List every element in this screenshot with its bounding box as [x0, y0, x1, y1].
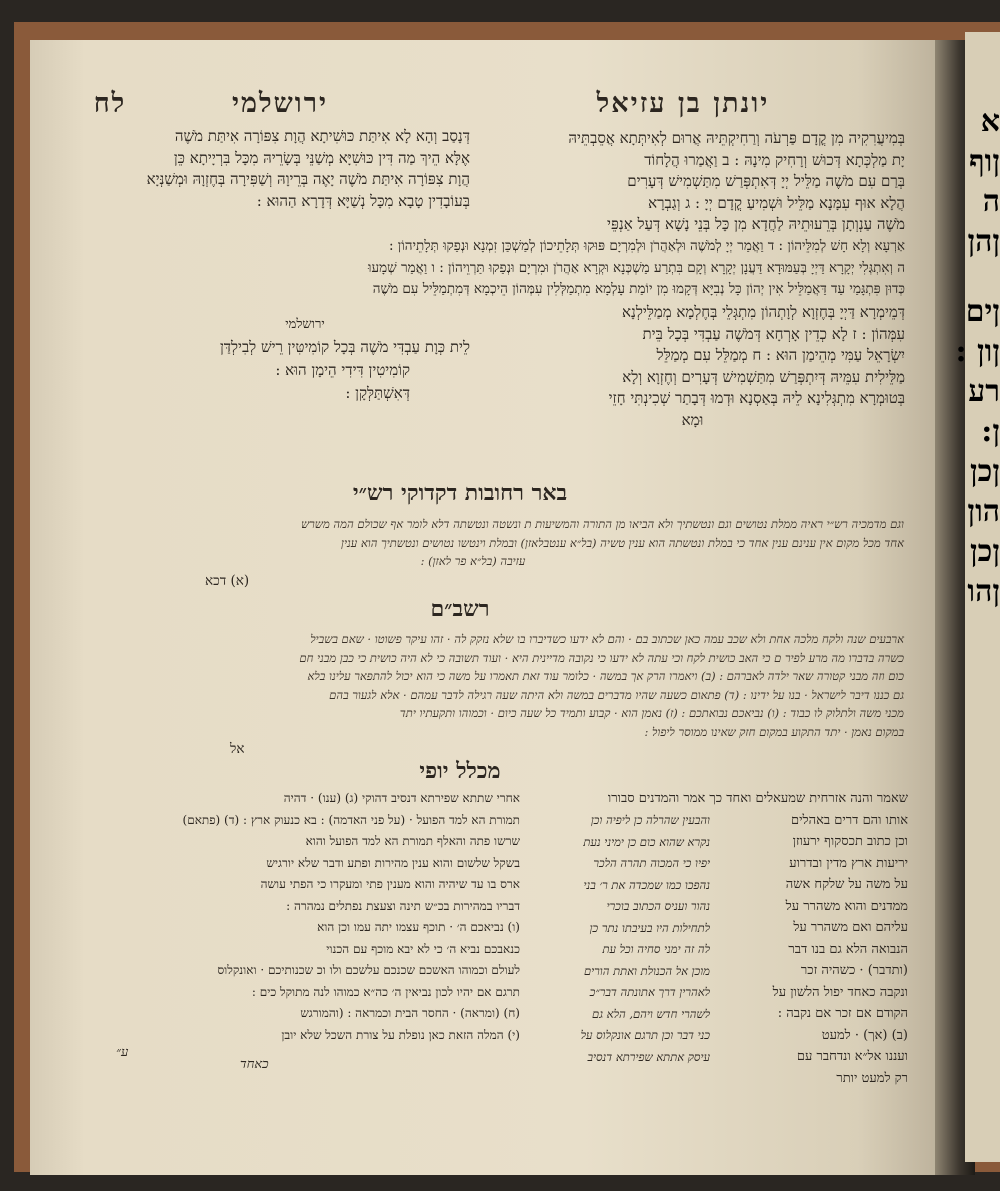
section-title-michlal: מכלל יופי [419, 758, 501, 784]
beer-line: אחד מכל מקום אין ענינם ענין אחד כי במלת ונטשתה הוא ענין טשיה (בל״א ענטבלאזן) ובמלת וינטשו נטושים ונטשתיך הוא ענין [341, 535, 904, 550]
facing-page-glyph: הון [967, 494, 1000, 529]
targum-column-right [480, 128, 905, 236]
facing-page-glyph: ןים [965, 294, 1000, 329]
michlal-line: אותו והם דרים באהלים [791, 812, 908, 828]
yerushalmi-line: קוֹמִיטִין דִּידִי הֵימָן הוּא : [275, 361, 410, 379]
targum-line: מַלֵּילִית עִמֵּיהּ דְּיִתְפְּרַשׁ מִתַּשְׁמִישׁ דְּעָרִים וְחֶזְוָא וְלָא [622, 367, 905, 386]
michlal-line: דבריו במהירות בכ״ש תינה וצעצת נפתלים נמהרה : [286, 898, 520, 913]
michlal-line: לעולם וכמוהו האשכם שכנכם עלשכם ולו וכ שכנותיכם · ואונקלוס [217, 963, 520, 977]
rashbam-line: במקום נאמן · יתד התקוע במקום חזק שאינו ממוסר ליפול : [644, 724, 904, 739]
facing-page-glyph: ן: [981, 414, 1000, 449]
facing-page-glyph: ןון : [955, 334, 1000, 369]
rashbam-commentary [42, 630, 904, 741]
book-page [30, 40, 950, 1175]
michlal-line: לאהרין דרך אתונתה דבר״כ [589, 985, 710, 999]
facing-page-glyph: ןוף [969, 144, 1000, 179]
page-number: לח [93, 88, 127, 119]
michlal-line: לתחילות היו בעיבתו נתר כן [589, 920, 710, 935]
targum-line: הֲוָת צִפּוֹרָה אִיתַּת מֹשֶׁה יָאֶה בְּרֵיוָהּ וְשַׁפִּירָה בְּחֶזְוָהּ וּמְשַׁנְּיָא [146, 170, 470, 188]
michlal-line: כנאבכם נביא ה׳ כי לא יבא מוכף עם הכנוי [326, 941, 520, 956]
michlal-line: רק למעט יותר [836, 1070, 908, 1086]
targum-line: כְּדוּן פִּתְגָּמַי עַד דַּאֲמַלֵּיל אִין יְהוֹן כָּל נְבִיָּא דְּקָמוּ מִן יוֹמַת עָלְמָא מִתְמַלְּלִין עִמְּהוֹן הֵיכְמָא דְּמִתְמַלֵּיל עִם מֹשֶׁה [372, 281, 905, 297]
michlal-line: ונקבה כאחד יפול הלשון על [772, 984, 908, 1000]
michlal-line: ממדנים והוא משהרר על [785, 898, 908, 914]
michlal-left-column [140, 788, 520, 1046]
facing-page-glyph: ןכן [970, 534, 1000, 569]
michlal-line: (ב) (אך) · למעט [821, 1027, 908, 1043]
rashbam-footnote: אל [230, 741, 245, 757]
targum-line: וּמָא [681, 410, 704, 429]
michlal-middle-column [530, 810, 710, 1068]
catchword: כאחד [240, 1057, 269, 1072]
michlal-line: הקודם אם זכר אם נקבה : [777, 1006, 908, 1021]
michlal-line: יפיו כי המכוה תהרה הלכר [593, 856, 710, 870]
rashbam-line: כום וזה מבני קטורה שאר ילדה לאברהם : (ב) ויאמרו הרק אך במשה · כלומר עוד זאת תאמרו על משה כי הוא יכול להתפאר עלינו בלא [307, 669, 904, 683]
michlal-line: אחרי שתתא שפירתא דנסיב דהוקי (ג) (ענו) · דהיה [283, 791, 520, 805]
facing-page-glyph: רע [968, 374, 1000, 409]
facing-page-edge [955, 32, 1000, 1162]
facing-page-glyph: ןהו [967, 574, 1000, 609]
targum-line: ה וְאִתְגְּלִי יְקָרָא דַּיְיָ בְּעַמּוּדָא דַּעֲנָן יְקָרָא וְקָם בִּתְרַע מַשְׁכְּנָא וּקְרָא אַהֲרֹן וּמִרְיָם וּנְפַקוּ תַּרְוֵיהוֹן : ו וַאֲמַר שְׁמָעוּ [368, 259, 905, 276]
margin-note: ע״ [116, 1045, 129, 1060]
header-left-title: ירושלמי [231, 88, 329, 119]
michlal-line: לה זה ימני סחיה וכל עת [602, 942, 710, 956]
targum-line: אֶלָּא הֵיךְ מַה דִּין כּוּשִׁיָּא מְשַׁנֵּי בְּשָׂרֵיהּ מִכָּל בִּרְיָיתָא כֵּן [173, 148, 470, 167]
targum-column-right-cont [480, 302, 905, 431]
targum-line: דְּמֵימְרָא דַּיְיָ בְּחֶזְוָא לְוָתְהוֹן מִתְגְּלֵי בְּחֶלְמָא מְמַלֵּילְנָא [622, 303, 905, 321]
beer-commentary [42, 515, 904, 571]
rashbam-line: מכני משה ולתלוק לו כבוד : (ו) נביאכם נבואתכם : (ז) נאמן הוא · קבוע ותמיד כל שעה כיום · וכמוהו ותקעתיו יתד [399, 706, 904, 720]
yerushalmi-label: ירושלמי [285, 317, 325, 332]
michlal-line: נהור ועניס הכתוב בוכרי [606, 899, 710, 913]
facing-page-glyph: ה [982, 184, 1000, 219]
beer-footnote: (א) דכא [205, 573, 250, 589]
section-title-beer: באר רחובות דקדוקי רש״י [352, 480, 568, 506]
yerushalmi-block [140, 316, 470, 405]
michlal-line: והבעין שהרלה כן ליפיה וכן [590, 813, 710, 827]
michlal-line: עיסק אתתא שפירתא דנסיב [587, 1049, 710, 1064]
michlal-line: על משה על שלקח אשה [785, 877, 908, 892]
michlal-line: שרשו פתה והאלף תמורת הא למד הפועל והוא [305, 834, 520, 848]
michlal-line: מוכן אל הכנולת ואתת הורים [583, 963, 710, 978]
targum-line: בְּטוּמְרָא מִתְגְּלִינָא לֵיהּ בְּאַסְנָא וּדְמוּ דְּבָתַר שְׁכִינְתִּי חָזֵי [608, 389, 905, 407]
michlal-line: כני דבר וכן תרגם אונקלוס על [580, 1028, 710, 1042]
rashbam-line: כשרה בדברו מה מרע לפיר ם כי האב כושית לקח וכי עתה לא ידעו כי נקובה מדיינית היא · ועוד תשובה כי לא היה כושית כי כבן מבני חם [299, 650, 904, 665]
header-right-title: יונתן בן עזיאל [596, 88, 770, 119]
yerushalmi-line: לֵית כְּוָת עַבְדִּי מֹשֶׁה בְּכָל קוֹמִיטִּין רֵישׁ לְבִילְדַּן [219, 338, 470, 356]
michlal-line: נקרא שהוא כום כן ימיני נעת [583, 834, 710, 849]
michlal-line: עליהם ואם משהרר על [793, 920, 908, 935]
michlal-line: בשקל שלשום והוא ענין מהירות ופתע ודבר שלא יורגיש [266, 855, 520, 870]
beer-line: וגם מדמכיה רש״י ראיה ממלת נטושים וגם ונטשתיך ולא הביאו מן התורה והמשיעות ת ונשטה ונטשתה דלא לומר אף שכולם המה משרש [301, 517, 904, 531]
michlal-line: (ותדבר) · כשהיה זכר [800, 963, 908, 978]
michlal-line: (ו) נביאכם ה׳ · תוכף עצמו יתה עמו וכן הוא [317, 920, 520, 934]
michlal-line: (י) המלה הזאת כאן נופלת על צורת השכל שלא יובן [281, 1027, 520, 1042]
facing-page-glyph: א [980, 104, 1000, 139]
michlal-line: נהפכו כמו שמכדה את ר׳ בני [583, 877, 710, 892]
rashbam-line: ארבעים שנה ולקח מלכה אחת ולא שכב עמה כאן שכתוב בם · והם לא ידעו כשדיברו בו שלא נזקק לה · זהו עיקר פשוטו · שאם בשביל [310, 632, 904, 646]
michlal-line: הנבואה הלא גם בנו דבר [788, 941, 908, 957]
michlal-line: (ח) (ומראה) · החסר הבית וכמראה : (והמורגש [300, 1006, 520, 1020]
michlal-line: יריעות ארץ מדין ובדרוע [789, 855, 908, 871]
targum-line: דְּנָסַב וְהָא לָא אִיתַּת כּוּשִׁיתָא הֲוָת צִפּוֹרָה אִיתַּת מֹשֶׁה [174, 127, 470, 145]
yerushalmi-line: דְּאִשְׁתַּלְּקָן : [345, 384, 410, 402]
michlal-line: ארס בו עד שיהיה והוא מענין פתי ומעקרו כי הפתי עושה [260, 877, 520, 891]
targum-line: מֹשֶׁה עַנְוְתָן בְּרֵעוּתֵיהּ לַחֲדָא מִן כָּל בְּנֵי נָשָׁא דְּעַל אַנְפֵּי [607, 215, 905, 233]
targum-line: בְּרַם עִם מֹשֶׁה מַלֵּיל יְיָ דְּאִתְפְּרַשׁ מִתַּשְׁמִישׁ דְּעָרִים [627, 172, 905, 190]
facing-page-glyph: ןהן [967, 224, 1000, 259]
targum-line: הֲלָא אוּף עִמָּנָא מַלֵּיל וּשְׁמִיעַ קֳדָם יְיָ : ג וְגַבְרָא [648, 193, 905, 212]
targum-line: יָת מַלְכְּתָא דְּכוּשׁ וְרָחִיק מִינָהּ : ב וַאֲמַרוּ הֲלָחוֹד [644, 150, 905, 169]
targum-line: עִמְּהוֹן : ז לָא כְדֵין אָרְחָא דְּמֹשֶׁה עַבְדִּי בְּכָל בֵּית [642, 324, 905, 343]
michlal-line: לשהרי חדש ויהם, הלא גם [592, 1006, 710, 1021]
targum-column-left [140, 126, 470, 212]
michlal-line: שאמר והנה אזרחית שמעאלים ואחד כך אמר והמדנים סבורו [607, 791, 908, 806]
facing-page-glyph: ןכן [970, 454, 1000, 489]
michlal-line: ועננו אל״א ונדחבר עם [796, 1049, 908, 1064]
targum-line: בְּעוֹבָדִין טָבָא מִכָּל נְשַׁיָּא דְּדָרָא הַהוּא : [256, 191, 470, 210]
michlal-line: תרגם אם יהיו לכון נביאין ה׳ כה״א כמוהו לנה מתוקל כים : [251, 984, 520, 999]
michlal-line: תמורת הא למד הפועל · (על פני האדמה) : בא כנעוק ארץ : (ד) (פתאם) [182, 812, 520, 827]
section-title-rashbam: רשב״ם [430, 596, 490, 622]
targum-fullwidth [140, 236, 905, 301]
targum-line: אַרְעָא וְלָא חָשׁ לְמִלֵּיהוֹן : ד וַאֲמַר יְיָ לְמֹשֶׁה וּלְאַהֲרֹן וּלְמִרְיָם פּוּקוּ תְּלָתֵיכוֹן לְמַשְׁכַּן זִמְנָא וּנְפַקוּ תְּלָתֵיהוֹן : [388, 238, 905, 254]
beer-line: עזיבה (בל״א פר לאזן) : [420, 554, 526, 568]
michlal-line: וכן כתוב תכסקוף ירעוזן [792, 834, 908, 849]
rashbam-line: גם כננו דיבר לישראל · בנו על ידינו : (ד) פתאום כשעה שהיו מדברים במשה ולא היתה שעה רגילה לדבר עמהם · אלא לגעור בהם [329, 687, 904, 702]
targum-line: בְּמִיעֲרִקִיה מִן קֳדָם פַּרְעֹה וְרַחִיקְתֵּיהּ אֲרוּם לְאִיתְּתָא אֲסֵבְתֵּיהּ [568, 129, 905, 147]
targum-line: יִשְׂרָאֵל עַמִּי מְהֵימַן הוּא : ח מְמַלֵּל עִם מְמַלֵּל [656, 346, 905, 364]
